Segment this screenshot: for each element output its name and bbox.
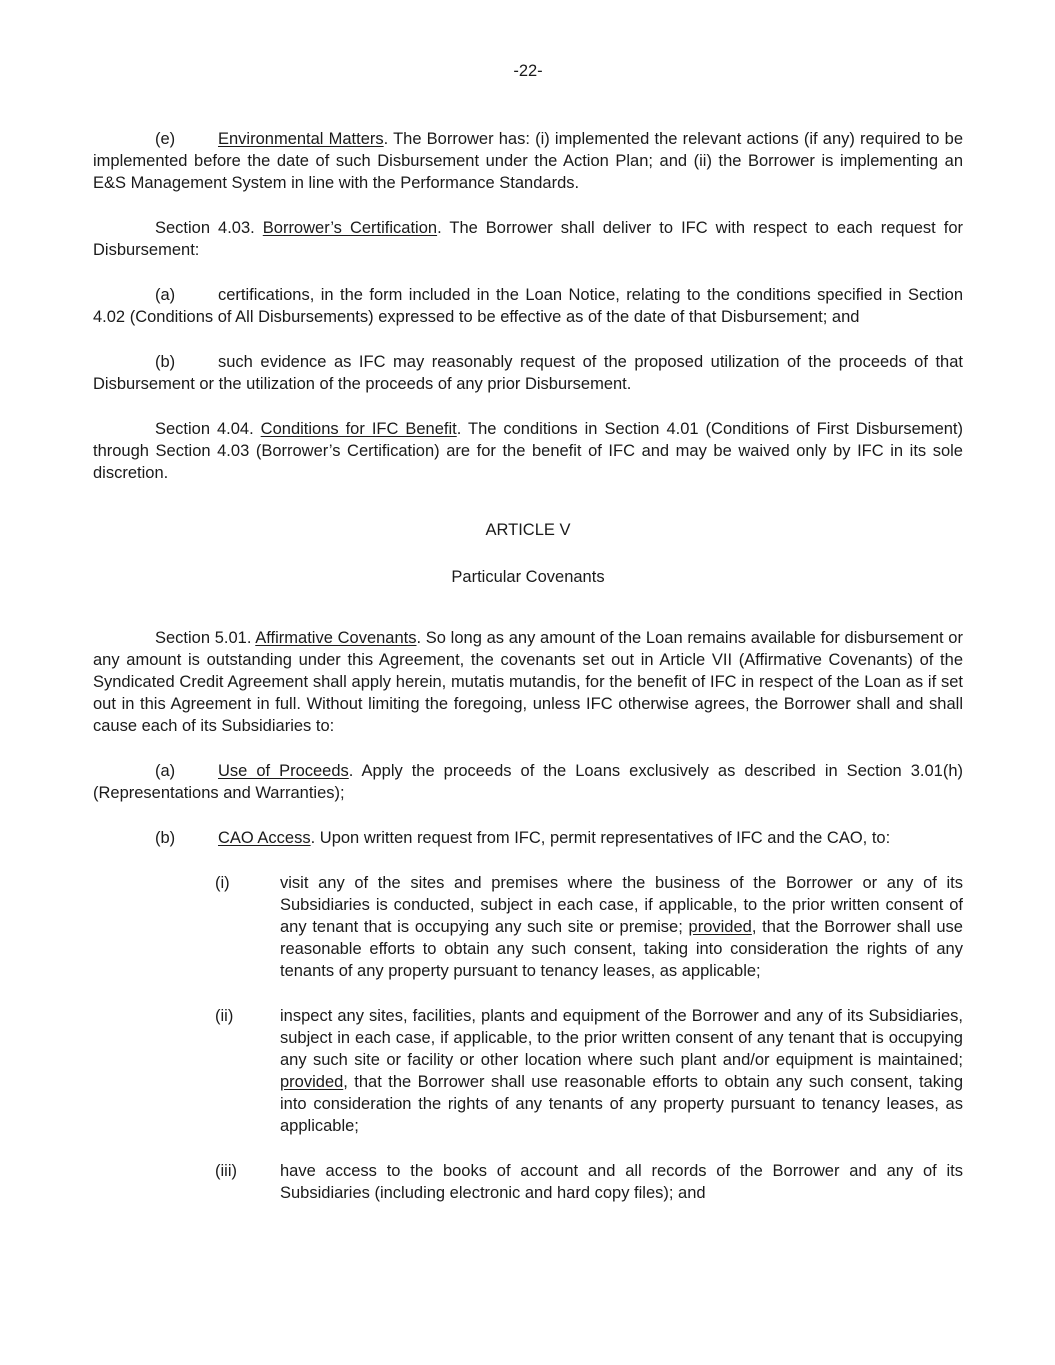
document-body: [93, 128, 963, 1204]
paragraph-e-environmental-matters: [93, 128, 963, 194]
paragraph-a-use-of-proceeds: [93, 760, 963, 804]
text-run: . The Borrower has: (i) implemented the relevant actions (if any) required to be implemented before the date of such Disbursement under the Action Plan; and (ii) the Borrower is implementing an E&S Management System in line with the Performance Standards.: [93, 130, 963, 192]
list-label: (iii): [215, 1162, 237, 1180]
text-run: . The Borrower shall deliver to IFC with respect to each request for Disbursement:: [93, 219, 963, 259]
underlined-term: Use of Proceeds: [218, 762, 349, 780]
text-run: have access to the books of account and all records of the Borrower and any of its Subsidiaries (including electronic and hard copy files); and: [280, 1162, 963, 1202]
text-run: , that the Borrower shall use reasonable efforts to obtain any such consent, taking into consideration the rights of any tenants of any property pursuant to tenancy leases, as applicable;: [280, 918, 963, 980]
underlined-term: CAO Access: [218, 829, 311, 847]
text-run: certifications, in the form included in the Loan Notice, relating to the conditions specified in Section 4.02 (Conditions of All Disbursements) expressed to be effective as of the date of that Disbursement; and: [93, 286, 963, 326]
paragraph-b-evidence: [93, 351, 963, 395]
text-run: , that the Borrower shall use reasonable efforts to obtain any such consent, taking into consideration the rights of any tenants of any property pursuant to tenancy leases, as applicable;: [280, 1073, 963, 1135]
paragraph-b-cao-access: [93, 827, 963, 849]
section-5-01-affirmative-covenants: [93, 627, 963, 737]
list-label: (b): [155, 353, 176, 371]
text-run: Particular Covenants: [451, 568, 605, 586]
page-number: -22-: [513, 62, 543, 80]
list-item-ii-inspect-sites: [93, 1005, 963, 1137]
list-item-iii-books-access: [93, 1160, 963, 1204]
underlined-term: provided: [280, 1073, 344, 1091]
underlined-term: Environmental Matters: [218, 130, 384, 148]
paragraph-a-certifications: [93, 284, 963, 328]
list-item-i-visit-sites: [93, 872, 963, 982]
text-run: . So long as any amount of the Loan remains available for disbursement or any amount is outstanding under this Agreement, the covenants set out in Article VII (Affirmative Covenants) of the Syndicated Credit Agreement shall apply herein, mutatis mutandis, for the benefit of IFC in respect of the Loan as if set out in this Agreement in full. Without limiting the foregoing, unless IFC otherwise agrees, the Borrower shall and shall cause each of its Subsidiaries to:: [93, 629, 963, 735]
text-run: . The conditions in Section 4.01 (Conditions of First Disbursement) through Section 4.03 (Borrower’s Certification) are for the benefit of IFC and may be waived only by IFC in its sole discretion.: [93, 420, 964, 482]
section-4-03-borrowers-certification: [93, 217, 963, 261]
text-run: . Upon written request from IFC, permit representatives of IFC and the CAO, to:: [310, 829, 891, 847]
list-label: (e): [155, 130, 176, 148]
section-4-04-conditions-for-ifc-benefit: [93, 418, 963, 484]
underlined-term: provided: [688, 918, 752, 936]
list-label: (ii): [215, 1007, 234, 1025]
text-run: visit any of the sites and premises where the business of the Borrower or any of its Subsidiaries is conducted, subject in each case, if applicable, to the prior written consent of any tenant that is occupying any such site or premise;: [280, 874, 963, 936]
underlined-term: Conditions for IFC Benefit: [260, 420, 457, 438]
text-run: Section 4.03.: [155, 219, 263, 237]
text-run: Section 4.04.: [155, 420, 261, 438]
list-label: (a): [155, 286, 176, 304]
list-label: (b): [155, 829, 176, 847]
article-v-subtitle: [93, 566, 963, 588]
underlined-term: Borrower’s Certification: [262, 219, 438, 237]
underlined-term: Affirmative Covenants: [255, 629, 417, 647]
text-run: . Apply the proceeds of the Loans exclusively as described in Section 3.01(h) (Representations and Warranties);: [93, 762, 963, 802]
list-label: (i): [215, 874, 230, 892]
text-run: Section 5.01.: [155, 629, 256, 647]
text-run: such evidence as IFC may reasonably request of the proposed utilization of the proceeds of that Disbursement or the utilization of the proceeds of any prior Disbursement.: [93, 353, 963, 393]
text-run: ARTICLE V: [485, 521, 571, 539]
text-run: inspect any sites, facilities, plants and equipment of the Borrower and any of its Subsidiaries, subject in each case, if applicable, to the prior written consent of any tenant that is occupying any such site or facility or other location where such plant and/or equipment is maintained;: [280, 1007, 963, 1069]
list-label: (a): [155, 762, 176, 780]
article-v-heading: [93, 519, 963, 541]
